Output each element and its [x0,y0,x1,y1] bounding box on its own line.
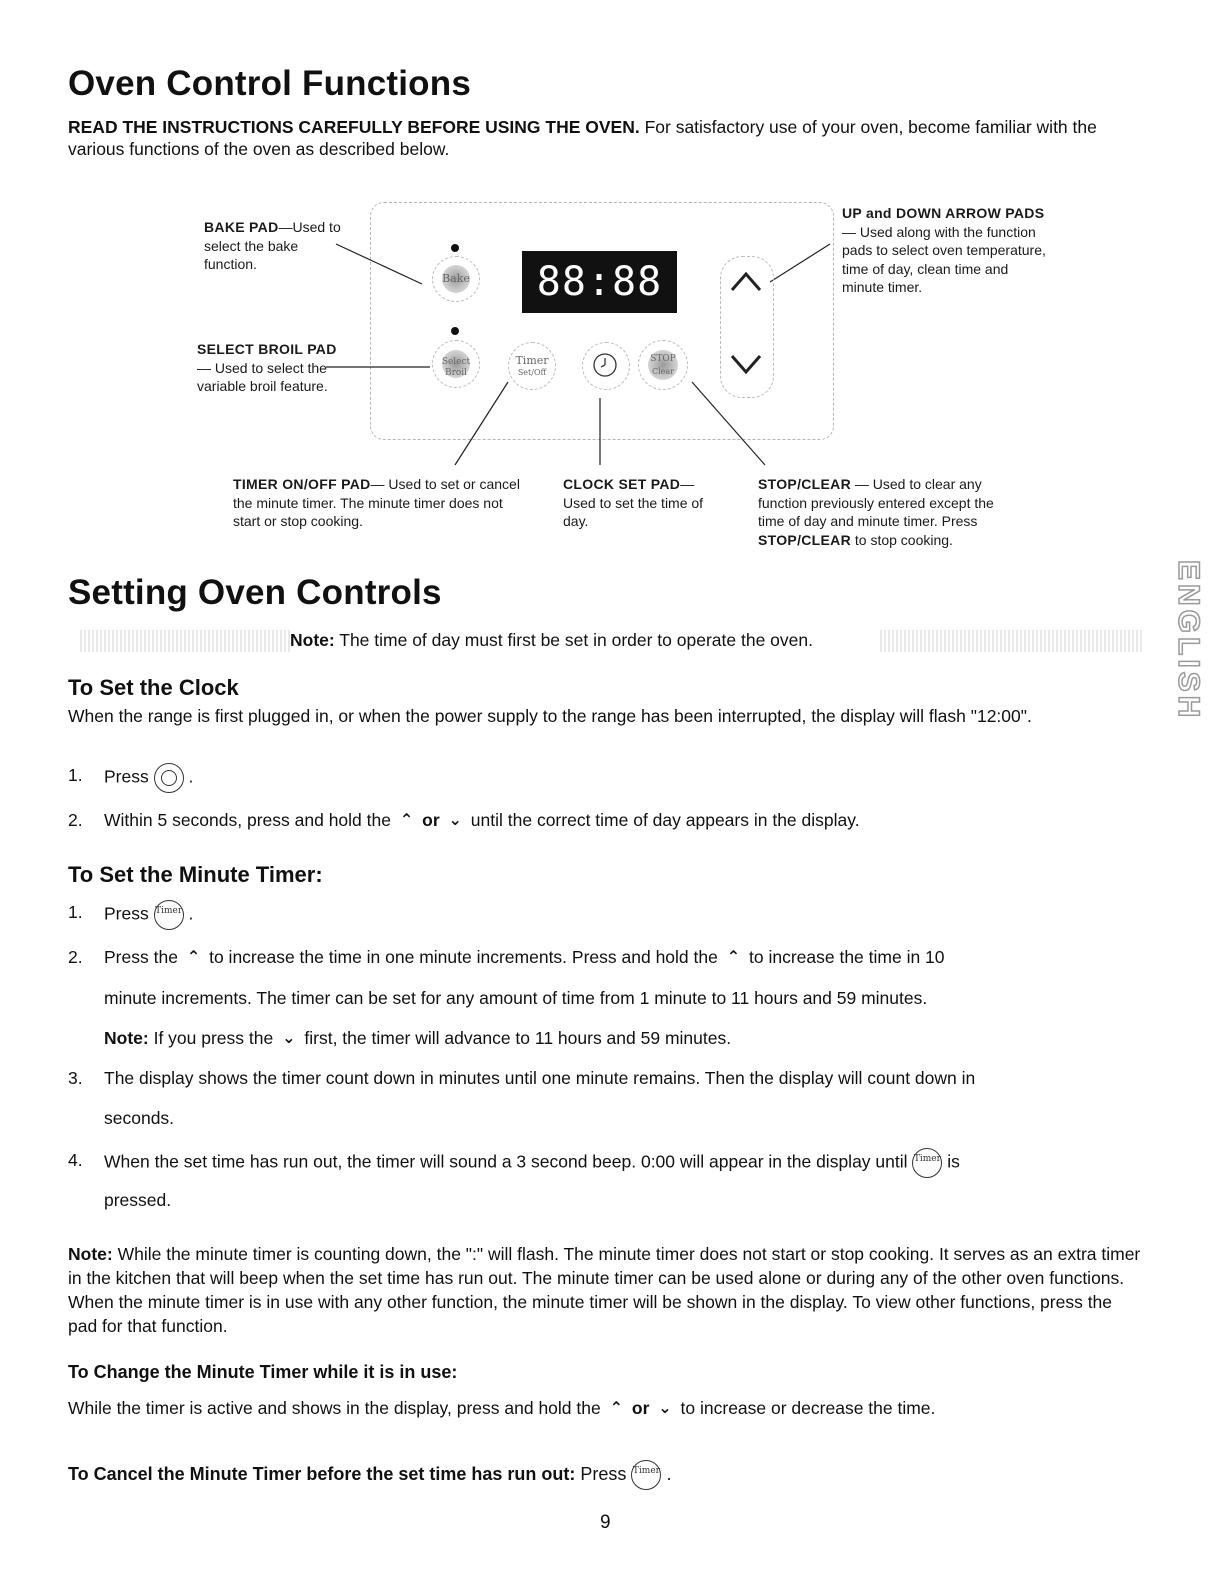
cancel-timer-text: Press [575,1463,627,1484]
bake-callout-title: BAKE PAD [204,219,279,235]
note-bar [290,630,813,651]
timer-onoff-pad[interactable] [508,342,556,390]
note-bar-label: Note: [290,630,335,650]
timer-step-2-note [104,1026,731,1051]
set-clock-intro: When the range is first plugged in, or when the power supply to the range has been interrupted, the display will flash "12:00". [68,706,1032,726]
timer-step-4-line-1 [104,1148,960,1178]
timer-step-4-line-2: pressed. [104,1190,172,1210]
timer-step-3-line-1: The display shows the timer count down in minutes until one minute remains. Then the display will count down in [104,1068,976,1088]
timer-note-label: Note: [68,1244,113,1264]
change-timer-heading: To Change the Minute Timer while it is in use: [68,1362,458,1382]
cancel-timer-heading: To Cancel the Minute Timer before the set time has run out: [68,1463,576,1484]
down-arrow-icon[interactable] [728,352,764,378]
arrows-callout-text: — Used along with the function pads to select oven temperature, time of day, clean time and minute timer. [842,223,1046,295]
clock-step-1 [68,763,194,787]
timer-pad-icon [154,900,184,930]
select-broil-pad[interactable] [432,340,480,388]
bake-pad-label: Bake [442,272,470,285]
bake-pad[interactable] [432,256,480,302]
timer-step-2-number: 2. [68,947,83,967]
clock-step-2-text-a: Within 5 seconds, press and hold the [104,810,391,830]
timer-step-3-line-2: seconds. [104,1108,175,1128]
intro-text: For satisfactory use of your oven, become familiar with the various functions of the oven as described below. [68,117,1097,159]
timer-step-2-text-c: to increase the time in 10 [749,947,945,967]
timer-step-4 [68,1148,960,1172]
stop-pad-sublabel: Clear [651,367,674,376]
timer-pad-callout [233,475,533,531]
clock-set-pad[interactable] [582,342,630,390]
timer-step-2 [68,945,945,969]
stop-clear-pad[interactable] [638,340,688,390]
change-timer-text-b: to increase or decrease the time. [680,1398,936,1418]
set-timer-heading: To Set the Minute Timer: [68,862,323,887]
arrows-callout-title: UP and DOWN ARROW PADS [842,205,1045,221]
note-bar-text: The time of day must first be set in order to operate the oven. [334,630,813,650]
clock-step-2 [68,808,860,832]
bake-pad-callout [204,218,354,274]
stop-callout-text-b: to stop cooking. [850,531,953,548]
timer-step-2-note-a: If you press the [148,1028,274,1048]
timer-step-2-text-b: to increase the time in one minute increments. Press and hold the [209,947,718,967]
timer-step-1-number: 1. [68,902,83,922]
language-side-tab: ENGLISH [1172,560,1205,722]
timer-step-2-note-b: first, the timer will advance to 11 hours and 59 minutes. [304,1028,732,1048]
timer-step-3-number: 3. [68,1068,83,1088]
clock-step-2-or: or [422,810,440,830]
page-title: Oven Control Functions [68,64,472,103]
broil-callout-title: SELECT BROIL PAD [197,341,337,357]
broil-pad-label: Select Broil [441,357,471,378]
clock-step-2-body [104,808,860,833]
stop-callout-text-a: — Used to clear any function previously entered except the time of day and minute timer. Press [758,476,994,529]
timer-step-1-body: Press Timer . [104,900,193,930]
change-timer-or: or [631,1398,650,1418]
timer-pad-sublabel: Set/Off [517,368,547,377]
up-arrow-icon: ⌃ [726,949,741,967]
broil-indicator-dot [451,327,459,335]
clock-icon [583,343,629,389]
timer-pad-icon [631,1460,661,1490]
broil-callout-text: — Used to select the variable broil feature. [197,359,328,394]
timer-pad-icon [912,1148,942,1178]
clock-pad-callout [563,475,723,531]
clock-display: 88:88 [522,251,677,313]
bake-indicator-dot [451,244,459,252]
clock-callout-title: CLOCK SET PAD [563,476,681,492]
clock-step-2-text-b: until the correct time of day appears in the display. [470,810,860,830]
timer-step-2-note-label: Note: [104,1028,149,1048]
timer-pad-icon-label: Timer [913,1154,941,1164]
up-arrow-icon[interactable] [728,268,764,294]
timer-step-1 [68,900,194,924]
change-timer-text-a: While the timer is active and shows in the display, press and hold the [68,1398,601,1418]
stop-pad-callout [758,475,1020,549]
arrow-pads-callout [842,204,1047,297]
up-arrow-icon: ⌃ [399,812,414,830]
timer-pad-icon-label: Timer [632,1466,660,1476]
timer-step-4-text-b: is [947,1151,960,1172]
set-clock-heading: To Set the Clock [68,675,239,700]
timer-step-4-number: 4. [68,1150,83,1170]
section-title: Setting Oven Controls [68,573,442,612]
down-arrow-icon: ⌄ [658,1400,672,1418]
timer-note-text: While the minute timer is counting down, the ":" will flash. The minute timer does not start or stop cooking. It serves as an extra timer in the kitchen that will beep when the set time has run out. The minute timer can be used alone or during any of the other oven functions. When the minute timer is in use with any other function, the minute timer will be shown in the display. To view other functions, press the pad for that function. [68,1244,1141,1336]
clock-step-1-body: Press . [104,763,193,793]
cancel-timer-line: To Cancel the Minute Timer before the set time has run out: Press Timer . [68,1460,671,1490]
timer-step-1-text: Press [104,903,149,924]
timer-pad-icon-label: Timer [155,906,183,916]
timer-step-4-text-a: When the set time has run out, the timer will sound a 3 second beep. 0:00 will appear in the display until [104,1151,908,1172]
note-bar-left-shading [80,630,290,652]
broil-pad-callout [197,340,337,396]
clock-pad-icon [154,763,184,793]
stop-pad-label: STOP [650,354,676,364]
stop-callout-text-bold: STOP/CLEAR [758,531,851,548]
timer-step-2-text-a: Press the [104,947,178,967]
stop-callout-title: STOP/CLEAR [758,476,851,492]
clock-step-1-text: Press [104,766,149,787]
down-arrow-icon: ⌄ [282,1030,296,1048]
clock-callout-text: — Used to set the time of day. [563,476,704,529]
down-arrow-icon: ⌄ [448,812,462,830]
clock-step-2-number: 2. [68,810,83,830]
timer-note-paragraph [68,1242,1143,1338]
intro-bold: READ THE INSTRUCTIONS CAREFULLY BEFORE USING THE OVEN. [68,117,640,137]
timer-step-2-line-2: minute increments. The timer can be set for any amount of time from 1 minute to 11 hours and 59 minutes. [104,988,928,1008]
timer-pad-label: Timer [515,354,549,367]
note-bar-right-shading [880,630,1142,652]
timer-callout-text: — Used to set or cancel the minute timer. The minute timer does not start or stop cooking. [233,476,520,529]
up-arrow-icon: ⌃ [186,949,201,967]
timer-step-2-line-1 [104,945,945,970]
clock-step-1-number: 1. [68,765,83,785]
page-number: 9 [600,1512,611,1533]
timer-step-3 [68,1066,976,1090]
change-timer-text [68,1396,935,1421]
timer-callout-title: TIMER ON/OFF PAD [233,476,371,492]
bake-callout-text: —Used to select the bake function. [204,219,341,272]
up-arrow-icon: ⌃ [609,1400,624,1418]
